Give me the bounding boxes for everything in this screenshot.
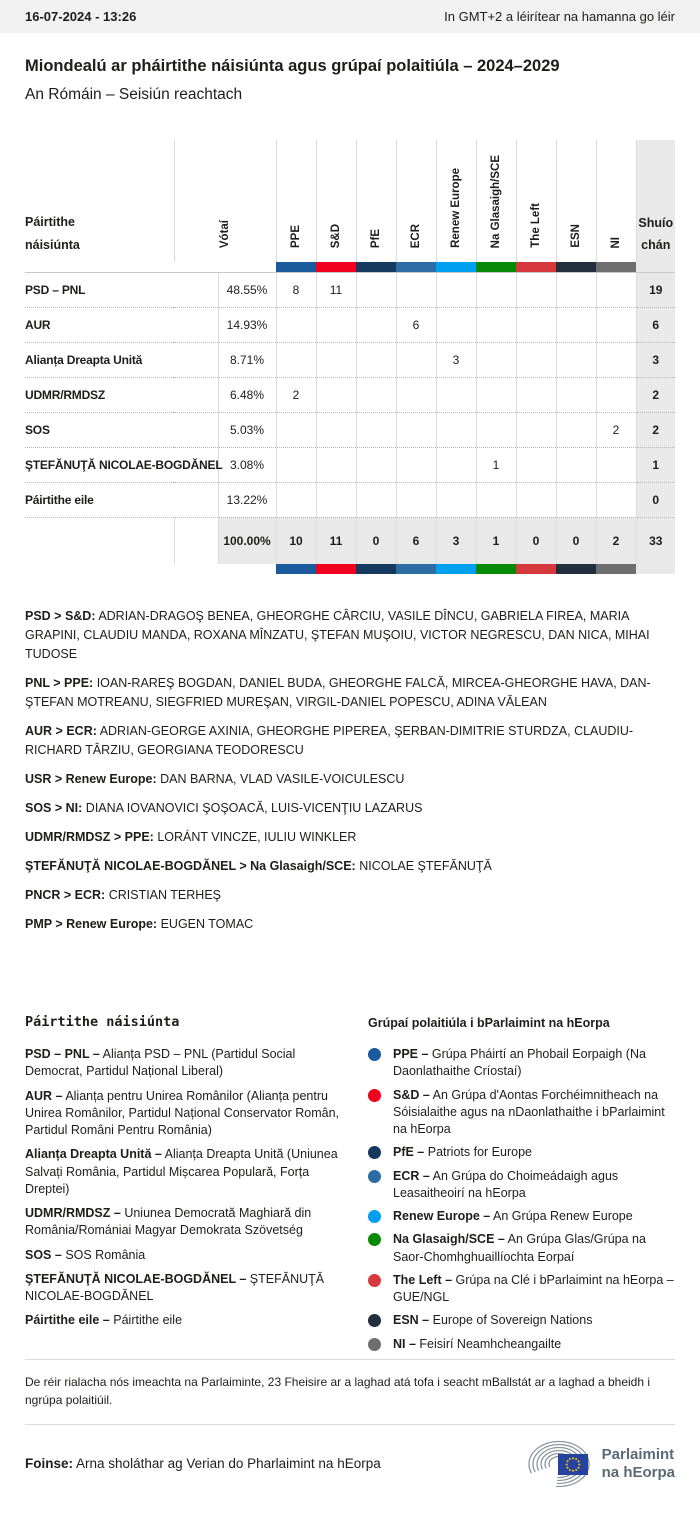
group-seats-cell	[556, 307, 596, 342]
delegation-item: PNCR > ECR: CRISTIAN TERHEŞ	[25, 888, 221, 902]
group-color-bar	[396, 564, 436, 574]
group-seats-cell	[436, 307, 476, 342]
col-header-parties: Páirtithe náisiúnta	[25, 215, 80, 252]
group-color-bar	[596, 564, 636, 574]
total-group-seats: 0	[356, 517, 396, 564]
group-color-dot	[368, 1210, 381, 1223]
grand-total-seats: 33	[636, 517, 675, 564]
col-header-group-esn: ESN	[556, 140, 596, 262]
votes-cell: 13.22%	[218, 482, 276, 517]
party-legend-heading: Páirtithe náisiúnta	[25, 1014, 180, 1030]
total-group-seats: 2	[596, 517, 636, 564]
col-header-group-ppe: PPE	[276, 140, 316, 262]
group-legend-item: PfE – Patriots for Europe	[368, 1144, 675, 1161]
group-color-bar	[476, 262, 516, 272]
group-seats-cell	[516, 412, 556, 447]
group-color-bar	[316, 564, 356, 574]
top-bar	[0, 0, 700, 33]
group-seats-cell	[556, 342, 596, 377]
group-color-dot	[368, 1314, 381, 1327]
group-seats-cell	[316, 482, 356, 517]
party-name: SOS	[25, 412, 218, 447]
group-seats-cell	[316, 307, 356, 342]
group-seats-cell: 6	[396, 307, 436, 342]
group-seats-cell	[596, 342, 636, 377]
group-seats-cell	[276, 342, 316, 377]
group-seats-cell	[356, 412, 396, 447]
group-seats-cell: 8	[276, 272, 316, 307]
group-seats-cell	[556, 377, 596, 412]
ep-logo-text: Parlaimint na hEorpa	[601, 1445, 675, 1481]
group-seats-cell	[516, 482, 556, 517]
col-header-group-renew: Renew Europe	[436, 140, 476, 262]
delegation-item: PNL > PPE: IOAN-RAREŞ BOGDAN, DANIEL BUDA, GHEORGHE FALCĂ, MIRCEA-GHEORGHE HAVA, DAN-ŞTEFAN MOTREANU, SIEGFRIED MUREŞAN, VIRGIL-DANIEL POPESCU, ADINA VĂLEAN	[25, 676, 651, 709]
delegation-item: PSD > S&D: ADRIAN-DRAGOŞ BENEA, GHEORGHE CÂRCIU, VASILE DÎNCU, GABRIELA FIREA, MARIA GRAPINI, CLAUDIU MANDA, ROXANA MÎNZATU, ŞTEFAN MUŞOIU, VICTOR NEGRESCU, DAN NICA, MIHAI TUDOSE	[25, 609, 650, 661]
party-name: AUR	[25, 307, 218, 342]
group-seats-cell: 3	[436, 342, 476, 377]
group-color-bar-row	[25, 262, 675, 272]
total-seats-cell: 3	[636, 342, 675, 377]
total-seats-cell: 6	[636, 307, 675, 342]
total-seats-cell: 1	[636, 447, 675, 482]
delegation-item: AUR > ECR: ADRIAN-GEORGE AXINIA, GHEORGHE PIPEREA, ŞERBAN-DIMITRIE STURDZA, CLAUDIU-RICHARD TÂRZIU, GEORGIANA TEODORESCU	[25, 724, 634, 757]
totals-spacer	[25, 517, 174, 564]
group-color-bar	[556, 564, 596, 574]
group-color-bar	[316, 262, 356, 272]
group-color-dot	[368, 1170, 381, 1183]
source-row	[25, 1439, 675, 1519]
group-seats-cell	[596, 447, 636, 482]
total-seats-cell: 2	[636, 412, 675, 447]
group-seats-cell	[516, 272, 556, 307]
total-group-seats: 1	[476, 517, 516, 564]
col-header-group-greens: Na Glasaigh/SCE	[476, 140, 516, 262]
total-group-seats: 11	[316, 517, 356, 564]
group-seats-cell	[356, 272, 396, 307]
party-name: UDMR/RMDSZ	[25, 377, 218, 412]
table-row	[25, 447, 675, 482]
group-legend-heading: Grúpaí polaitiúla i bParlaimint na hEorpa	[368, 1016, 610, 1030]
party-legend-item: SOS – SOS România	[25, 1247, 146, 1262]
group-color-bar	[596, 262, 636, 272]
group-color-bar-row	[25, 564, 675, 574]
party-name: Alianța Dreapta Unită	[25, 342, 218, 377]
group-seats-cell	[316, 412, 356, 447]
table-row	[25, 272, 675, 307]
group-legend-item: Renew Europe – An Grúpa Renew Europe	[368, 1208, 675, 1225]
group-seats-cell	[556, 447, 596, 482]
col-header-group-sd: S&D	[316, 140, 356, 262]
delegation-item: ŞTEFĂNUŢĂ NICOLAE-BOGDĂNEL > Na Glasaigh/SCE: NICOLAE ŞTEFĂNUŢĂ	[25, 859, 492, 873]
group-seats-cell	[596, 482, 636, 517]
group-seats-cell	[436, 272, 476, 307]
group-seats-cell	[436, 482, 476, 517]
group-color-bar	[276, 564, 316, 574]
group-seats-cell	[316, 342, 356, 377]
group-seats-cell	[396, 447, 436, 482]
table-header-row	[25, 140, 675, 262]
group-seats-cell	[556, 272, 596, 307]
group-color-bar	[516, 262, 556, 272]
table-row	[25, 342, 675, 377]
group-color-bar	[436, 564, 476, 574]
totals-spacer	[174, 517, 218, 564]
votes-cell: 48.55%	[218, 272, 276, 307]
group-seats-cell	[516, 377, 556, 412]
votes-cell: 5.03%	[218, 412, 276, 447]
group-seats-cell	[436, 412, 476, 447]
group-seats-cell	[556, 412, 596, 447]
group-seats-cell	[436, 447, 476, 482]
col-header-votes: Vótaí	[174, 140, 276, 262]
group-legend	[368, 1014, 675, 1359]
eu-flag	[558, 1454, 588, 1475]
group-color-bar	[396, 262, 436, 272]
group-seats-cell: 1	[476, 447, 516, 482]
group-seats-cell	[476, 377, 516, 412]
delegation-item: PMP > Renew Europe: EUGEN TOMAC	[25, 917, 254, 931]
total-seats-cell: 2	[636, 377, 675, 412]
total-group-seats: 0	[516, 517, 556, 564]
total-seats-cell: 19	[636, 272, 675, 307]
seats-column-bar	[636, 262, 675, 272]
source-line: Foinse: Arna sholáthar ag Verian do Pharlaimint na hEorpa	[25, 1456, 381, 1472]
group-seats-cell	[596, 307, 636, 342]
group-seats-cell	[316, 447, 356, 482]
group-color-bar	[276, 262, 316, 272]
group-seats-cell	[556, 482, 596, 517]
page-subtitle: An Rómáin – Seisiún reachtach	[25, 86, 243, 103]
group-color-dot	[368, 1089, 381, 1102]
table-row	[25, 482, 675, 517]
divider	[25, 1424, 675, 1425]
group-color-dot	[368, 1048, 381, 1061]
results-table	[25, 140, 675, 574]
group-seats-cell	[436, 377, 476, 412]
total-seats-cell: 0	[636, 482, 675, 517]
col-header-group-ni: NI	[596, 140, 636, 262]
group-color-bar	[476, 564, 516, 574]
bar-spacer	[25, 262, 276, 272]
group-legend-item: ESN – Europe of Sovereign Nations	[368, 1312, 675, 1329]
votes-cell: 6.48%	[218, 377, 276, 412]
party-legend-item: ŞTEFĂNUŢĂ NICOLAE-BOGDĂNEL – ŞTEFĂNUŢĂ NICOLAE-BOGDĂNEL	[25, 1271, 325, 1303]
table-row	[25, 307, 675, 342]
totals-row	[25, 517, 675, 564]
bar-spacer	[25, 564, 276, 574]
delegations-section	[25, 607, 675, 934]
ep-logo	[526, 1439, 675, 1489]
group-seats-cell	[396, 412, 436, 447]
delegation-item: UDMR/RMDSZ > PPE: LORÁNT VINCZE, IULIU WINKLER	[25, 830, 357, 844]
total-group-seats: 6	[396, 517, 436, 564]
group-seats-cell	[596, 272, 636, 307]
ep-hemicycle-icon	[526, 1439, 594, 1489]
party-name: PSD – PNL	[25, 282, 86, 297]
group-seats-cell	[476, 272, 516, 307]
page-content	[0, 57, 700, 1519]
group-legend-item: NI – Feisirí Neamhcheangailte	[368, 1336, 675, 1353]
group-seats-cell	[516, 342, 556, 377]
page-title: Miondealú ar pháirtithe náisiúnta agus grúpaí polaitiúla – 2024–2029	[25, 57, 560, 75]
party-name: Páirtithe eile	[25, 482, 218, 517]
votes-cell: 8.71%	[218, 342, 276, 377]
group-seats-cell	[396, 482, 436, 517]
group-seats-cell	[316, 377, 356, 412]
total-group-seats: 0	[556, 517, 596, 564]
group-legend-item: PPE – Grúpa Pháirtí an Phobail Eorpaigh (Na Daonlathaithe Críostaí)	[368, 1046, 675, 1081]
group-color-dot	[368, 1146, 381, 1159]
report-date: 16-07-2024 - 13:26	[25, 9, 137, 24]
group-color-bar	[436, 262, 476, 272]
delegation-item: USR > Renew Europe: DAN BARNA, VLAD VASILE-VOICULESCU	[25, 772, 405, 786]
col-header-seats: Shuío chán	[636, 140, 675, 262]
group-color-dot	[368, 1233, 381, 1246]
group-seats-cell	[276, 447, 316, 482]
group-seats-cell	[356, 307, 396, 342]
col-header-group-ecr: ECR	[396, 140, 436, 262]
party-legend-item: PSD – PNL – Alianța PSD – PNL (Partidul Social Democrat, Partidul Național Liberal)	[25, 1047, 296, 1079]
party-name: ŞTEFĂNUŢĂ NICOLAE-BOGDĂNEL	[25, 447, 218, 482]
legends-section	[25, 1014, 675, 1359]
group-seats-cell	[356, 482, 396, 517]
group-seats-cell	[476, 412, 516, 447]
party-legend	[25, 1014, 357, 1359]
group-seats-cell	[276, 307, 316, 342]
col-header-group-pfe: PfE	[356, 140, 396, 262]
table-row	[25, 412, 675, 447]
party-legend-item: Alianța Dreapta Unită – Alianța Dreapta Unită (Uniunea Salvați România, Partidul Mișcarea Populară, Forța Dreptei)	[25, 1147, 338, 1196]
timezone-note: In GMT+2 a léirítear na hamanna go léir	[444, 9, 675, 24]
group-seats-cell	[596, 377, 636, 412]
group-seats-cell	[396, 342, 436, 377]
group-seats-cell: 2	[596, 412, 636, 447]
group-color-bar	[516, 564, 556, 574]
group-seats-cell	[396, 377, 436, 412]
total-group-seats: 3	[436, 517, 476, 564]
group-seats-cell	[356, 447, 396, 482]
group-color-dot	[368, 1338, 381, 1351]
group-seats-cell	[476, 482, 516, 517]
group-seats-cell	[396, 272, 436, 307]
seats-column-bar	[636, 564, 675, 574]
group-seats-cell	[356, 342, 396, 377]
footnote: De réir rialacha nós imeachta na Parlaiminte, 23 Fheisire ar a laghad atá tofa i seacht mBallstát ar a laghad a bheidh i ngrúpa polaitiúil.	[25, 1374, 651, 1408]
group-color-bar	[356, 262, 396, 272]
group-seats-cell	[476, 342, 516, 377]
group-seats-cell: 11	[316, 272, 356, 307]
group-seats-cell: 2	[276, 377, 316, 412]
total-votes: 100.00%	[218, 517, 276, 564]
group-legend-item: Na Glasaigh/SCE – An Grúpa Glas/Grúpa na Saor-Chomhghuaillíochta Eorpaí	[368, 1231, 675, 1266]
party-legend-item: AUR – Alianța pentru Unirea Românilor (Alianța pentru Unirea Românilor, Partidul Național Conservator Român, Partidul Români Pentru România)	[25, 1088, 340, 1137]
party-legend-item: UDMR/RMDSZ – Uniunea Democrată Maghiară din România/Romániai Magyar Demokrata Szövetség	[25, 1206, 312, 1238]
divider	[25, 1359, 675, 1360]
group-color-bar	[356, 564, 396, 574]
group-color-bar	[556, 262, 596, 272]
group-legend-item: ECR – An Grúpa do Choimeádaigh agus Leasaitheoirí na hEorpa	[368, 1168, 675, 1203]
votes-cell: 14.93%	[218, 307, 276, 342]
group-legend-item: The Left – Grúpa na Clé i bParlaimint na hEorpa – GUE/NGL	[368, 1272, 675, 1307]
group-seats-cell	[276, 482, 316, 517]
col-header-group-left: The Left	[516, 140, 556, 262]
group-seats-cell	[516, 447, 556, 482]
group-seats-cell	[276, 412, 316, 447]
group-color-dot	[368, 1274, 381, 1287]
delegation-item: SOS > NI: DIANA IOVANOVICI ŞOŞOACĂ, LUIS-VICENŢIU LAZARUS	[25, 801, 423, 815]
group-seats-cell	[356, 377, 396, 412]
table-row	[25, 377, 675, 412]
total-group-seats: 10	[276, 517, 316, 564]
group-seats-cell	[516, 307, 556, 342]
group-seats-cell	[476, 307, 516, 342]
party-legend-item: Páirtithe eile – Páirtithe eile	[25, 1313, 183, 1328]
votes-cell: 3.08%	[218, 447, 276, 482]
group-legend-item: S&D – An Grúpa d'Aontas Forchéimnitheach na Sóisialaithe agus na nDaonlathaithe i bParlaimint na hEorpa	[368, 1087, 675, 1139]
